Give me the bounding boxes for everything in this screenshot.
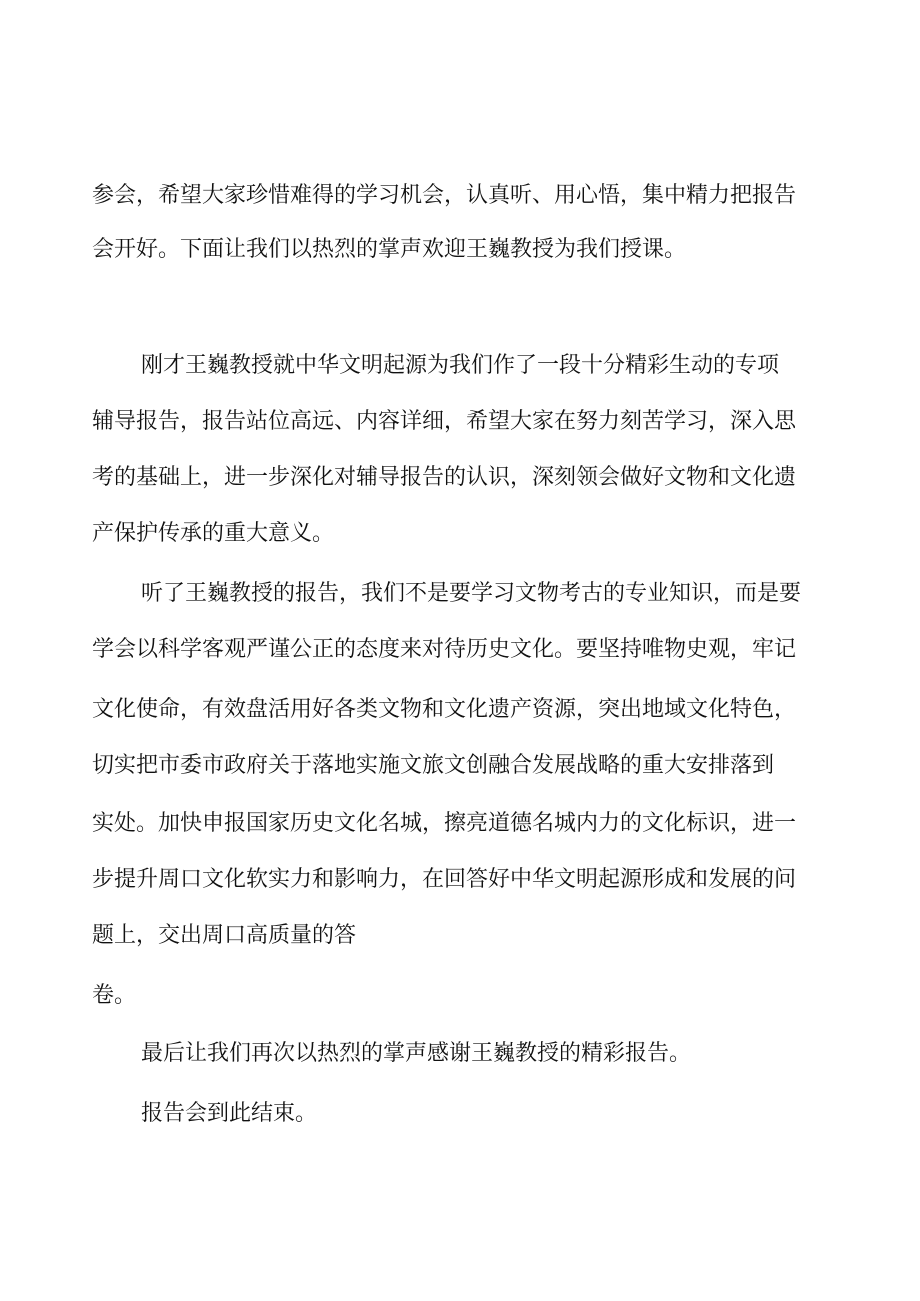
paragraph-line: 文化使命，有效盘活用好各类文物和文化遗产资源，突出地域文化特色， <box>92 697 797 722</box>
paragraph-line: 考的基础上，进一步深化对辅导报告的认识，深刻领会做好文物和文化遗 <box>92 465 797 490</box>
paragraph-line: 刚才王巍教授就中华文明起源为我们作了一段十分精彩生动的专项 <box>141 353 780 378</box>
paragraph-line: 参会，希望大家珍惜难得的学习机会，认真听、用心悟，集中精力把报告 <box>92 183 797 208</box>
paragraph-line: 会开好。下面让我们以热烈的掌声欢迎王巍教授为我们授课。 <box>92 237 687 262</box>
paragraph-line: 最后让我们再次以热烈的掌声感谢王巍教授的精彩报告。 <box>141 1041 692 1066</box>
paragraph-line: 切实把市委市政府关于落地实施文旅文创融合发展战略的重大安排落到 <box>92 753 775 778</box>
paragraph-line: 辅导报告，报告站位高远、内容详细，希望大家在努力刻苦学习，深入思 <box>92 409 797 434</box>
paragraph-line: 听了王巍教授的报告，我们不是要学习文物考古的专业知识，而是要 <box>141 581 802 606</box>
paragraph-line: 实处。加快申报国家历史文化名城，擦亮道德名城内力的文化标识，进一 <box>92 811 797 836</box>
paragraph-line: 产保护传承的重大意义。 <box>92 521 335 546</box>
paragraph-line: 步提升周口文化软实力和影响力，在回答好中华文明起源形成和发展的问 <box>92 867 797 892</box>
paragraph-line: 题上，交出周口高质量的答 <box>92 923 357 948</box>
paragraph-line: 学会以科学客观严谨公正的态度来对待历史文化。要坚持唯物史观，牢记 <box>92 637 797 662</box>
paragraph-line: 报告会到此结束。 <box>141 1101 318 1126</box>
paragraph-line: 卷。 <box>92 983 137 1008</box>
